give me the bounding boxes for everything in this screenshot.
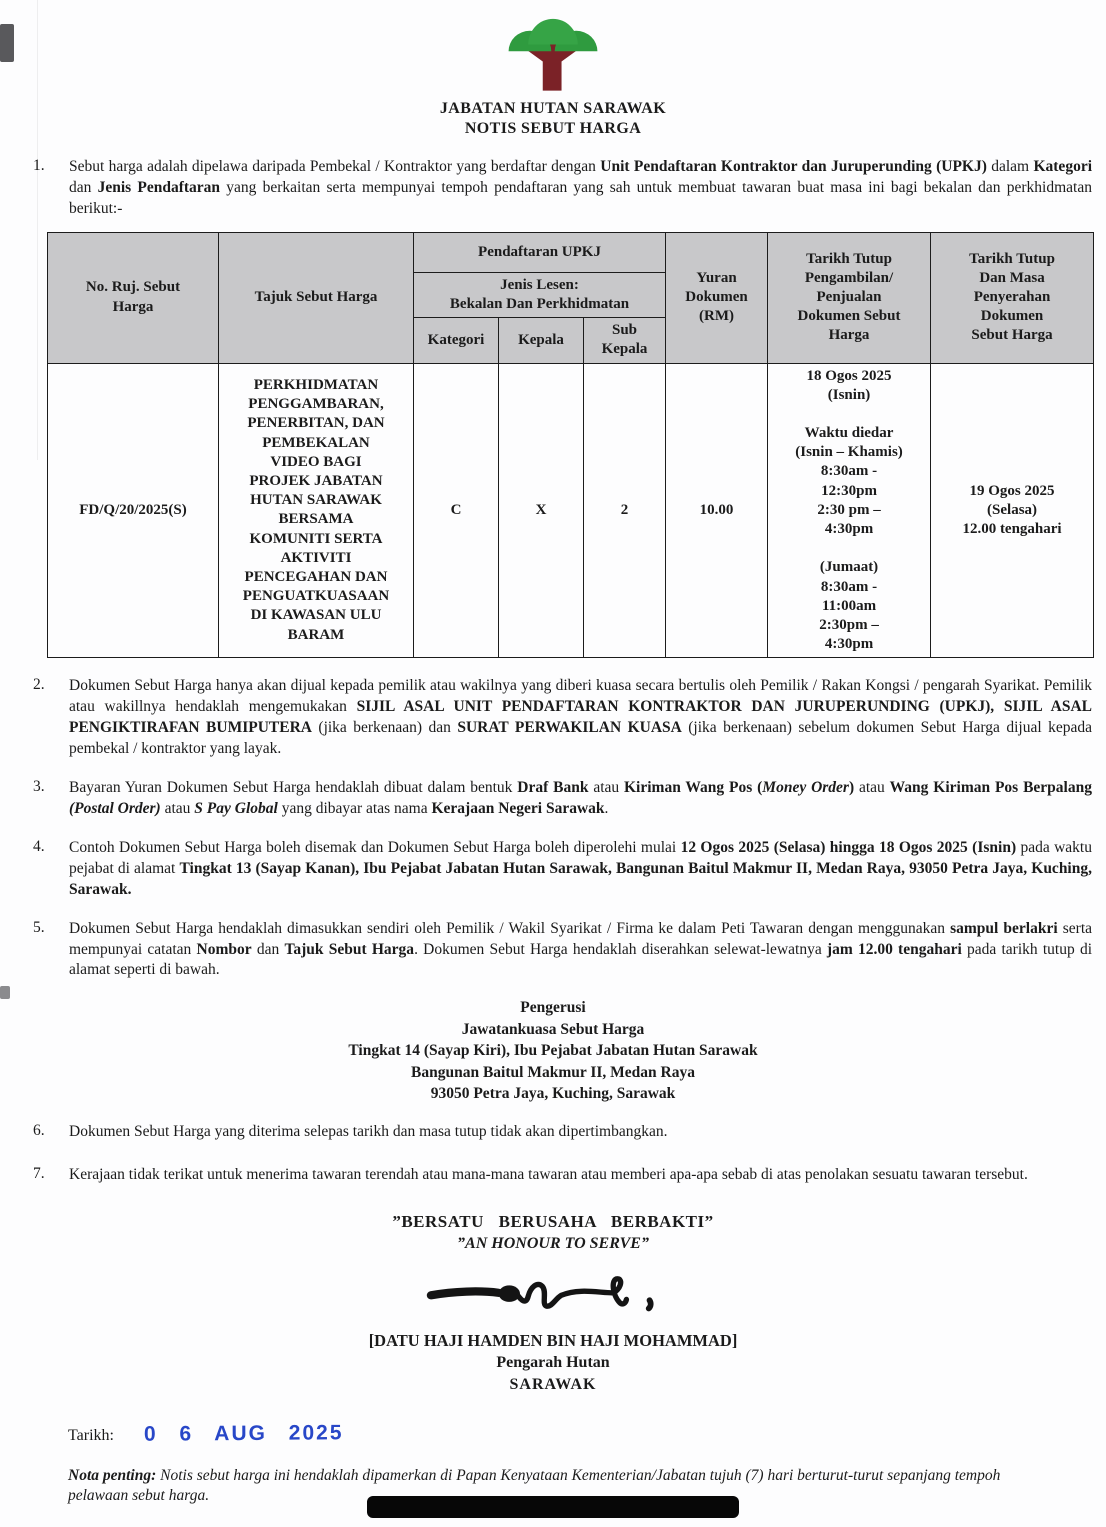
scan-artifact-left-middle [0,986,10,999]
paragraph-3 [0,778,1106,820]
col-header-tarikh-serah: Tarikh Tutup Dan Masa Penyerahan Dokumen Sebut Harga [931,232,1094,363]
col-header-tarikh-jual: Tarikh Tutup Pengambilan/ Penjualan Dokumen Sebut Harga [768,232,931,363]
cell-kepala: X [499,363,584,658]
paragraph-7 [0,1165,1106,1186]
paragraph-4-number: 4. [33,837,45,855]
date-row [68,1422,1106,1446]
forest-department-tree-logo-icon [501,12,605,94]
motto-line-2: ”AN HONOUR TO SERVE” [457,1235,649,1253]
paragraph-2-text: Dokumen Sebut Harga hanya akan dijual kepada pemilik atau wakilnya yang diberi kuasa secara bertulis oleh Pemilik / Rakan Kongsi / pengarah Syarikat. Pemilik atau wakillnya hendaklah mengemukakan SIJIL ASAL UNIT PENDAFTARAN KONTRAKTOR DAN JURUPERUNDING (UPKJ), SIJIL ASAL PENGIKTIRAFAN BUMIPUTERA (jika berkenaan) dan SURAT PERWAKILAN KUASA (jika berkenaan) sebelum dokumen Sebut Harga dijual kepada pembekal / kontraktor yang layak. [69,677,1092,758]
signatory-name: [DATU HAJI HAMDEN BIN HAJI MOHAMMAD] [368,1331,738,1351]
scan-crease-line [37,0,38,460]
col-header-group-upkj: Pendaftaran UPKJ [414,232,666,272]
notice-table [47,232,1094,659]
important-note: Nota penting: Notis sebut harga ini hendaklah dipamerkan di Papan Kenyataan Kementerian/Jabatan tujuh (7) hari berturut-turut sepanjang tempoh pelawaan sebut harga. [68,1466,1001,1505]
paragraph-2-number: 2. [33,676,45,694]
cell-tarikh-serah: 19 Ogos 2025 (Selasa) 12.00 tengahari [931,363,1094,658]
signature-container [0,1259,1106,1330]
cell-tarikh-jual: 18 Ogos 2025 (Isnin) Waktu diedar (Isnin – Khamis) 8:30am - 12:30pm 2:30 pm – 4:30pm (Jumaat) 8:30am - 11:00am 2:30pm – 4:30pm [768,363,931,658]
paragraph-4 [0,838,1106,901]
paragraph-5-text: Dokumen Sebut Harga hendaklah dimasukkan sendiri oleh Pemilik / Wakil Syarikat / Firma ke dalam Peti Tawaran dengan menggunakan sampul berlakri serta mempunyai catatan Nombor dan Tajuk Sebut Harga. Dokumen Sebut Harga hendaklah diserahkan selewat-lewatnya jam 12.00 tengahari pada tarikh tutup di alamat seperti di bawah. [69,919,1093,979]
col-header-kepala: Kepala [499,318,584,363]
logo-container [0,0,1106,99]
paragraph-1-text: Sebut harga adalah dipelawa daripada Pembekal / Kontraktor yang berdaftar dengan Unit Pendaftaran Kontraktor dan Juruperunding (UPKJ) dalam Kategori dan Jenis Pendaftaran yang berkaitan serta mempunyai tempoh pendaftaran yang sah untuk membuat tawaran buat masa ini bagi bekalan dan perkhidmatan berikut:- [69,158,1093,217]
paragraph-4-text: Contoh Dokumen Sebut Harga boleh disemak dan Dokumen Sebut Harga boleh diperolehi mulai 12 Ogos 2025 (Selasa) hingga 18 Ogos 2025 (Isnin) pada waktu pejabat di alamat Tingkat 13 (Sayap Kanan), Ibu Pejabat Jabatan Hutan Sarawak, Bangunan Baitul Makmur II, Medan Raya, 93050 Petra Jaya, Kuching, Sarawak. [69,838,1092,898]
paragraph-1 [0,157,1106,220]
signatory-org: SARAWAK [509,1375,597,1393]
cell-no-ruj: FD/Q/20/2025(S) [48,363,219,658]
paragraph-5 [0,919,1106,982]
bottom-bar [367,1496,739,1518]
paragraph-7-number: 7. [33,1165,45,1183]
col-header-jenis-lesen: Jenis Lesen: Bekalan Dan Perkhidmatan [414,272,666,317]
cell-tajuk: PERKHIDMATAN PENGGAMBARAN, PENERBITAN, DAN PEMBEKALAN VIDEO BAGI PROJEK JABATAN HUTAN SARAWAK BERSAMA KOMUNITI SERTA AKTIVITI PENCEGAHAN DAN PENGUATKUASAAN DI KAWASAN ULU BARAM [219,363,414,658]
scan-artifact-top-left [0,24,14,62]
paragraph-5-number: 5. [33,918,45,936]
page-title: NOTIS SEBUT HARGA [464,120,642,137]
paragraph-1-number: 1. [33,157,45,174]
paragraph-2 [0,676,1106,760]
motto-line-1: ”BERSATU BERUSAHA BERBAKTI” [392,1212,714,1232]
signatory-title: Pengarah Hutan [496,1354,610,1372]
cell-kategori: C [414,363,499,658]
paragraph-3-text: Bayaran Yuran Dokumen Sebut Harga hendaklah dibuat dalam bentuk Draf Bank atau Kiriman Wang Pos (Money Order) atau Wang Kiriman Pos Berpalang (Postal Order) atau S Pay Global yang dibayar atas nama Kerajaan Negeri Sarawak. [69,779,1092,817]
col-header-no-ruj: No. Ruj. Sebut Harga [48,232,219,363]
col-header-tajuk: Tajuk Sebut Harga [219,232,414,363]
submission-address-block: Pengerusi Jawatankuasa Sebut Harga Tingkat 14 (Sayap Kiri), Ibu Pejabat Jabatan Hutan Sarawak Bangunan Baitul Makmur II, Medan Raya 93050 Petra Jaya, Kuching, Sarawak [348,999,758,1102]
date-label: Tarikh: [68,1426,114,1444]
col-header-yuran: Yuran Dokumen (RM) [666,232,768,363]
date-stamp: 0 6 AUG 2025 [143,1420,344,1446]
paragraph-7-text: Kerajaan tidak terikat untuk menerima tawaran terendah atau mana-mana tawaran atau memberi apa-apa sebab di atas penolakan sesuatu tawaran tersebut. [69,1166,1028,1184]
cell-sub-kepala: 2 [584,363,666,658]
col-header-kategori: Kategori [414,318,499,363]
org-name: JABATAN HUTAN SARAWAK [439,100,667,117]
paragraph-3-number: 3. [33,778,45,796]
cell-yuran: 10.00 [666,363,768,658]
signature-scribble [393,1259,713,1325]
paragraph-6 [0,1122,1106,1143]
paragraph-6-text: Dokumen Sebut Harga yang diterima selepas tarikh dan masa tutup tidak akan dipertimbangkan. [69,1123,668,1141]
paragraph-6-number: 6. [33,1122,45,1140]
col-header-sub-kepala: Sub Kepala [584,318,666,363]
table-row [48,363,1094,658]
document-header [0,99,1106,139]
